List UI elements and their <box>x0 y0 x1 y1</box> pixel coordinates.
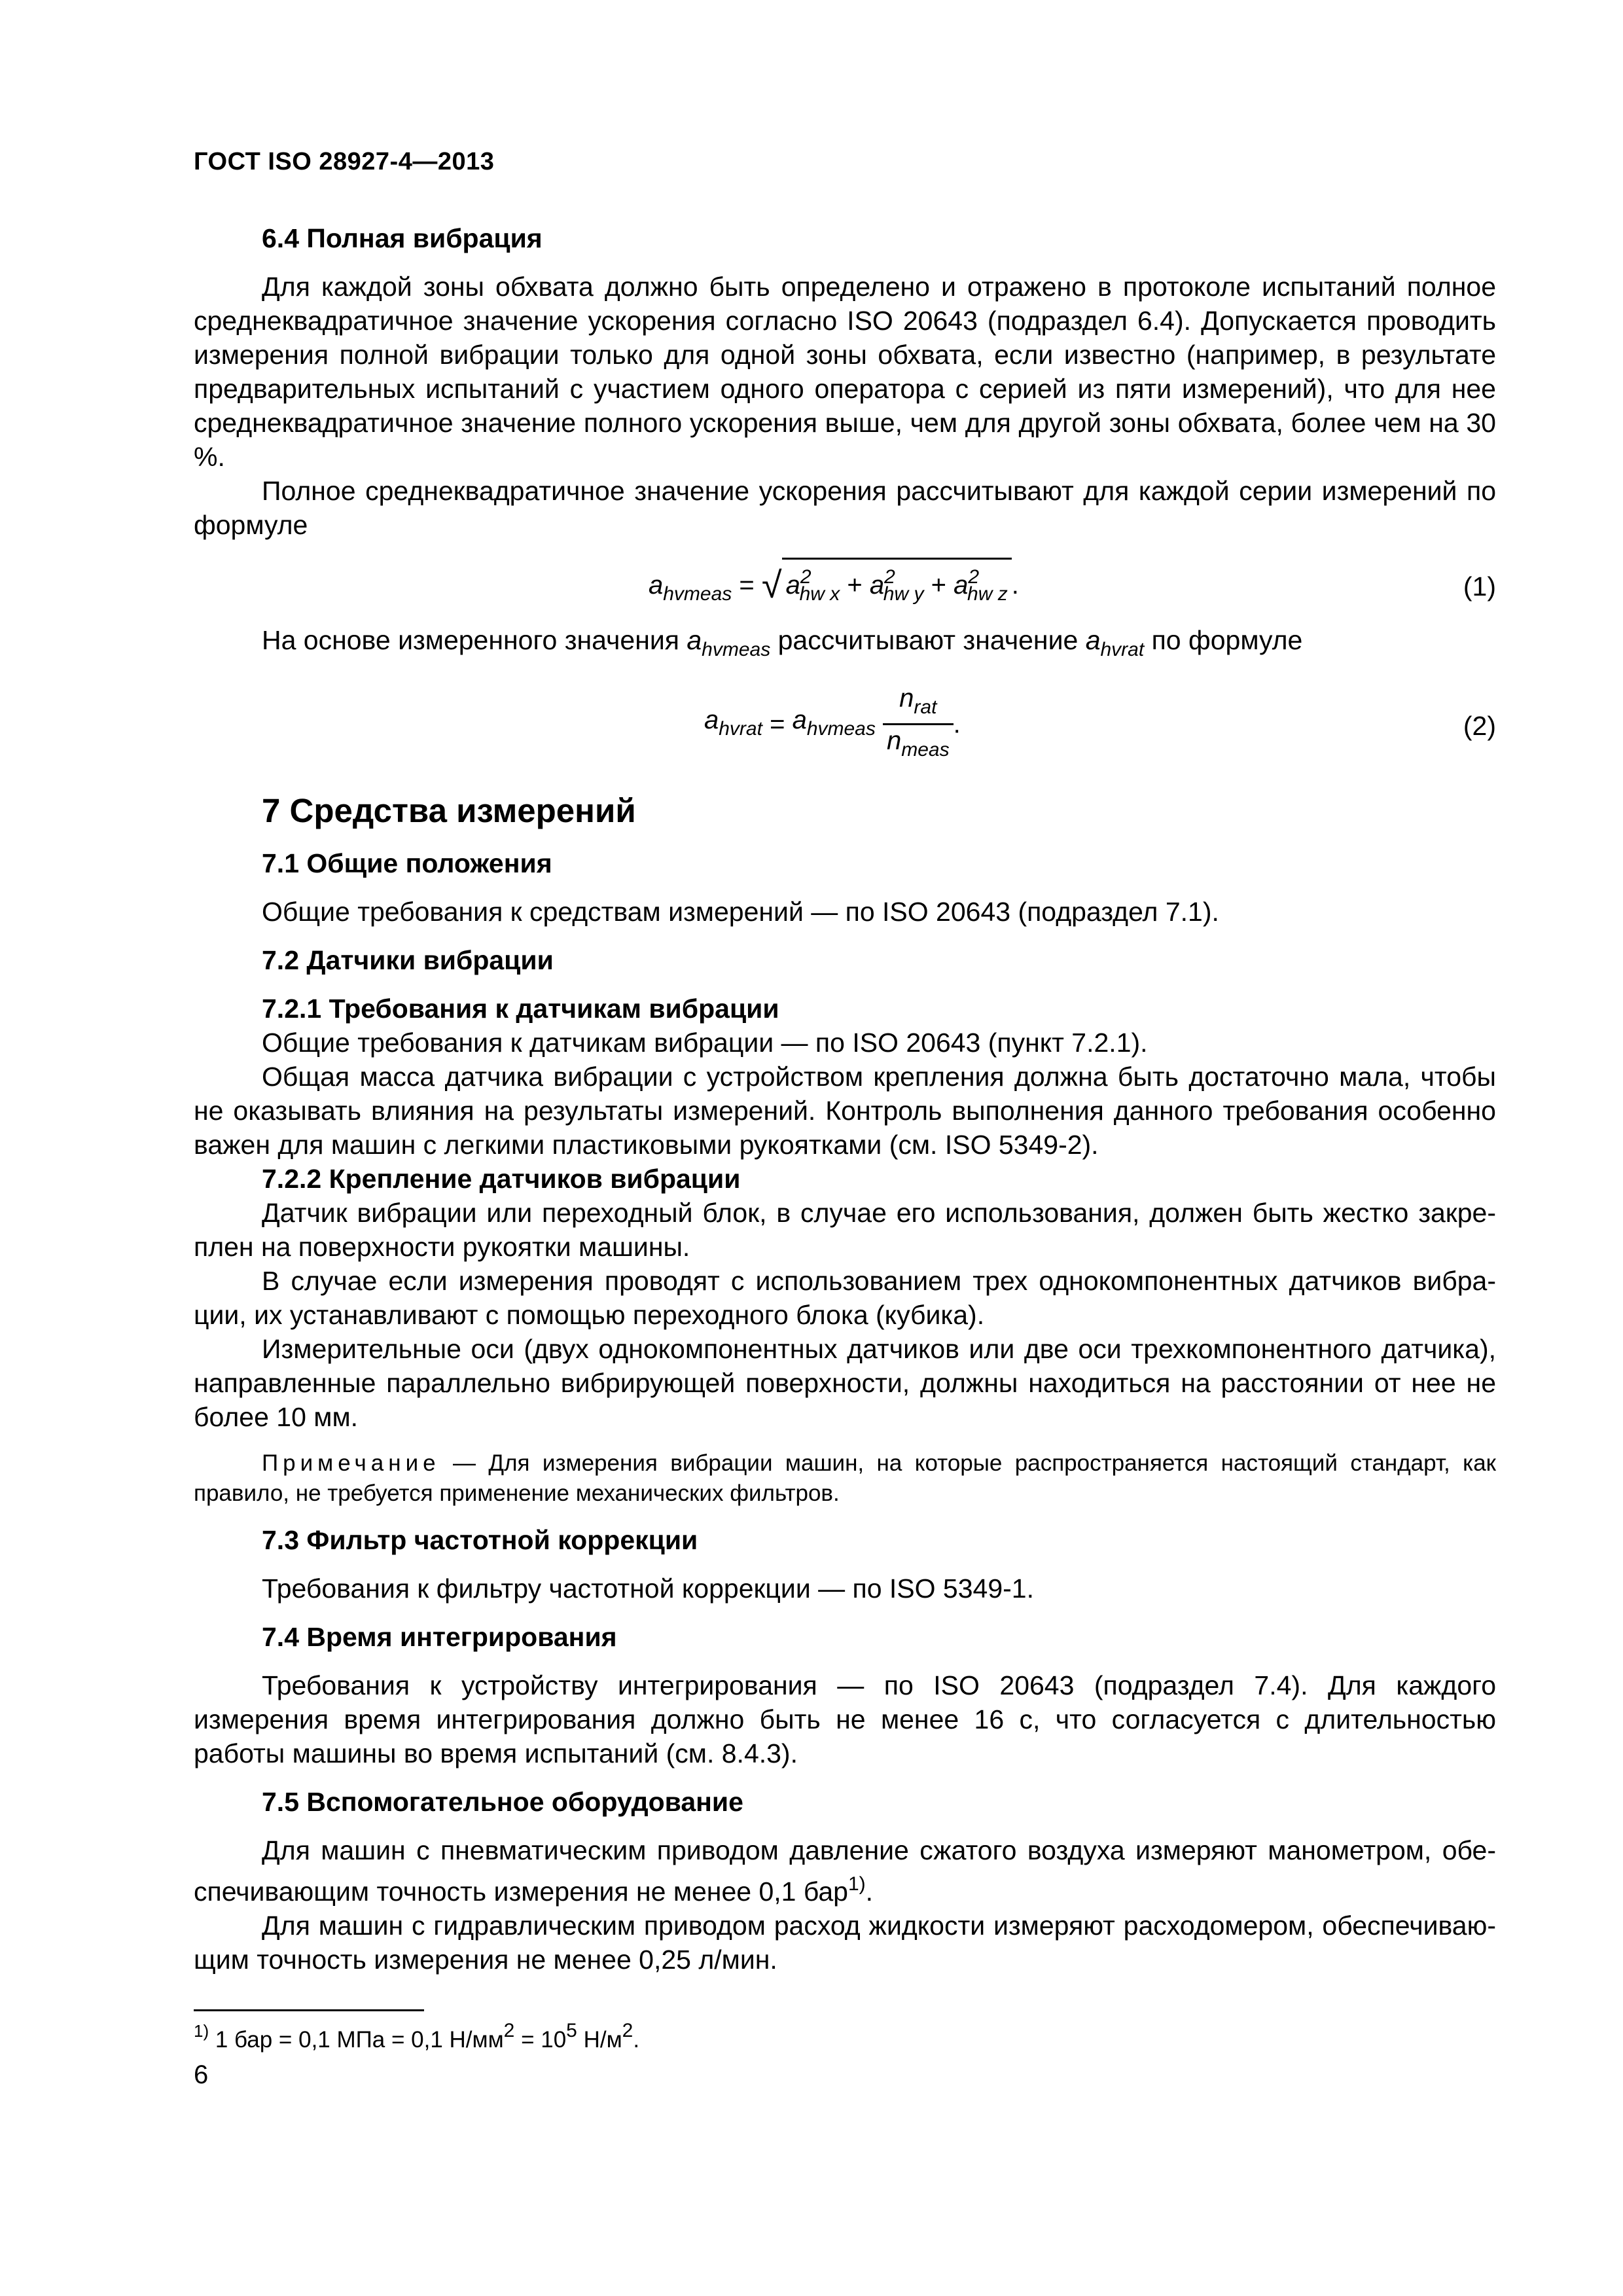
paragraph: Для каждой зоны обхвата должно быть определено и отражено в протоколе испытаний полное среднеквадратичное значение ускорения согласно ISO 20643 (подраздел 6.4). Допускается проводить измерения полной вибрации только для одной зоны обхвата, если известно (например, в результате предварительных испытаний с участием одного оператора с серией из пяти измерений), что для нее среднеквадратичное значение полного ускорения выше, чем для другой зоны обхвата, более чем на 30 %. <box>194 272 1496 472</box>
footnote-mark: 1) <box>194 2021 209 2041</box>
paragraph: Полное среднеквадратичное значение ускорения рассчитывают для каждой серии измерений по формуле <box>194 476 1496 540</box>
section-7-5-heading: 7.5 Вспомогательное оборудование <box>262 1787 743 1817</box>
equation-1-number: (1) <box>1463 571 1496 601</box>
section-7-4-heading: 7.4 Время интегрирования <box>262 1622 617 1652</box>
footnote: $^{1)}$ 1 бар = 0,1 МПа = 0,1 Н/мм2 = 105 Н/м2. <box>194 2020 640 2053</box>
footnote-separator <box>194 2009 424 2011</box>
page-number: 6 <box>194 2060 209 2089</box>
equation-2 <box>194 683 1496 768</box>
section-7-2-heading: 7.2 Датчики вибрации <box>262 945 554 975</box>
section-7-heading: 7 Средства измерений <box>262 792 636 829</box>
page-content <box>194 221 1496 1977</box>
paragraph: В случае если измерения проводят с использованием трех однокомпонентных датчиков вибрации, их устанавливают с помощью переходного блока (кубика). <box>194 1266 1496 1330</box>
section-6-4-heading: 6.4 Полная вибрация <box>262 223 543 253</box>
paragraph: Общие требования к средствам измерений — по ISO 20643 (подраздел 7.1). <box>262 897 1219 927</box>
section-7-2-2-heading: 7.2.2 Крепление датчиков вибрации <box>262 1164 741 1194</box>
section-7-1-heading: 7.1 Общие положения <box>262 848 552 878</box>
document-header: ГОСТ ISO 28927-4—2013 <box>194 148 495 175</box>
equation-1-body: $a_{hvmeas}$ = √ $a^2_{hw x} + a^2_{hw y} + a^2_{hw z}$ . <box>649 558 1019 612</box>
equation-2-body: $a_{hvrat} = a_{hvmeas}$ $\frac{n_{rat}}{n_{meas}}$ . <box>704 684 961 761</box>
note-text: — Для измерения вибрации машин, на которые распространяется настоящий стандарт, как правило, не требуется применение механических фильтров. <box>194 1450 1496 1506</box>
note <box>194 1448 1496 1509</box>
paragraph: Требования к устройству интегрирования — по ISO 20643 (подраздел 7.4). Для каждого измерения время интегрирования должно быть не менее 16 с, что согласуется с длительностью работы машины во время испытаний (см. 8.4.3). <box>194 1670 1496 1768</box>
paragraph: Датчик вибрации или переходный блок, в случае его использования, должен быть жестко закреплен на поверхности рукоятки машины. <box>194 1198 1496 1262</box>
section-7-2-1-heading: 7.2.1 Требования к датчикам вибрации <box>262 994 779 1024</box>
paragraph: Для машин с пневматическим приводом давление сжатого воздуха измеряют манометром, обеспечивающим точность измерения не менее 0,1 бар$^{1)}$. <box>194 1835 1496 1907</box>
section-7-3-heading: 7.3 Фильтр частотной коррекции <box>262 1525 698 1555</box>
equation-2-number: (2) <box>1463 711 1496 741</box>
paragraph: Общие требования к датчикам вибрации — по ISO 20643 (пункт 7.2.1). <box>262 1028 1148 1058</box>
footnote-ref: 1) <box>847 1873 866 1895</box>
paragraph: Для машин с гидравлическим приводом расход жидкости измеряют расходомером, обеспечивающим точность измерения не менее 0,25 л/мин. <box>194 1910 1496 1975</box>
note-label: Примечание <box>262 1450 440 1476</box>
paragraph: Общая масса датчика вибрации с устройством крепления должна быть достаточно мала, чтобы не оказывать влияния на результаты измерений. Контроль выполнения данного требования особенно важен для машин с легкими пластиковыми рукоятками (см. ISO 5349-2). <box>194 1062 1496 1160</box>
paragraph: На основе измеренного значения $a_{hvmeas}$ рассчитывают значение $a_{hvrat}$ по формуле <box>262 625 1303 660</box>
paragraph: Измерительные оси (двух однокомпонентных датчиков или две оси трехкомпонентного датчика), направленные параллельно вибрирующей поверхности, должны находиться на расстоянии от нее не более 10 мм. <box>194 1334 1496 1432</box>
sqrt-icon: √ <box>761 564 782 605</box>
paragraph: Требования к фильтру частотной коррекции — по ISO 5349-1. <box>262 1573 1034 1604</box>
equation-1 <box>194 551 1496 623</box>
